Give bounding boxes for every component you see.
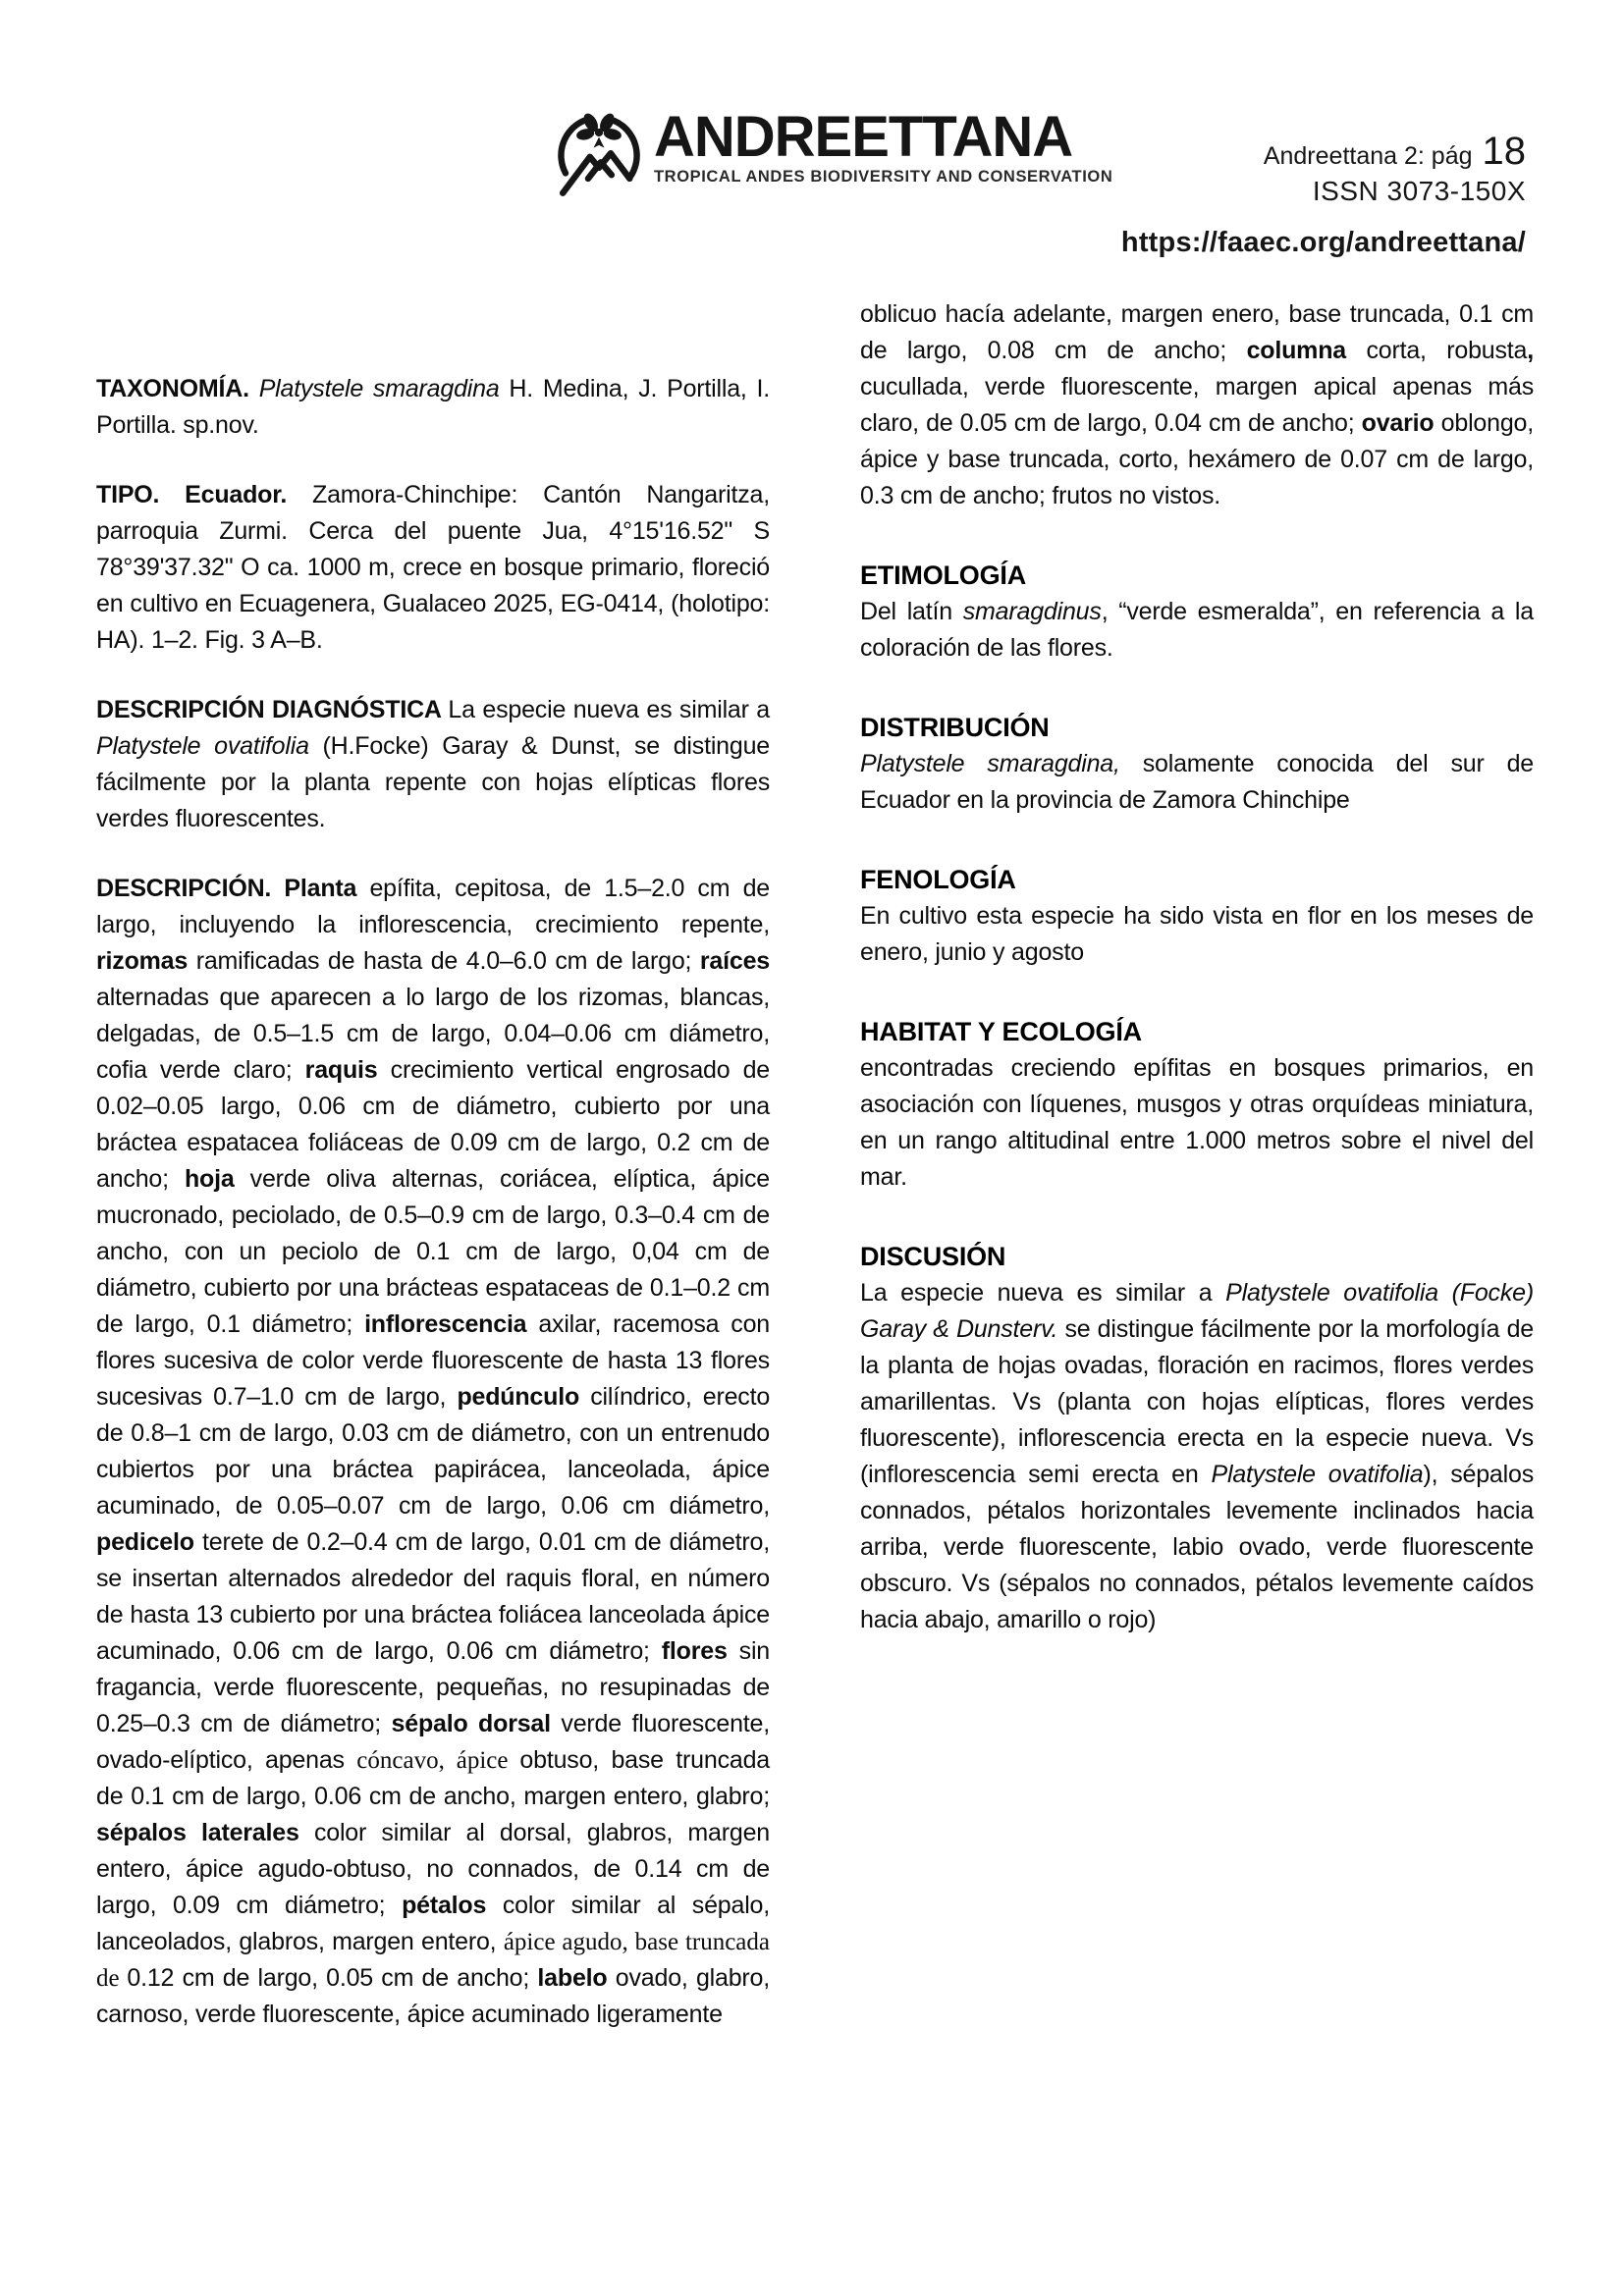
- distribucion-paragraph: Platystele smaragdina, solamente conocida del sur de Ecuador en la provincia de Zamora Chinchipe: [860, 750, 1534, 814]
- orchid-mountain-logo-icon: [554, 108, 644, 200]
- taxonomia-paragraph: TAXONOMÍA. Platystele smaragdina H. Medina, J. Portilla, I. Portilla. sp.nov.: [96, 375, 770, 439]
- fenologia-paragraph: En cultivo esta especie ha sido vista en flor en los meses de enero, junio y agosto: [860, 902, 1534, 966]
- page-number: 18: [1482, 130, 1526, 173]
- description-continuation-paragraph: oblicuo hacía adelante, margen enero, base truncada, 0.1 cm de largo, 0.08 cm de ancho; columna corta, robusta, cucullada, verde fluorescente, margen apical apenas más claro, de 0.05 cm de largo, 0.04 cm de ancho; ovario oblongo, ápice y base truncada, corto, hexámero de 0.07 cm de largo, 0.3 cm de ancho; frutos no vistos.: [860, 300, 1534, 509]
- discusion-heading: DISCUSIÓN: [860, 1242, 1006, 1271]
- journal-logo-text: [654, 105, 1113, 187]
- fenologia-heading: FENOLOGÍA: [860, 865, 1016, 894]
- issn-number: ISSN 3073-150X: [1312, 176, 1526, 206]
- issue-info: [1121, 130, 1526, 259]
- issue-page-line: [1121, 130, 1526, 174]
- left-column: [96, 371, 770, 2033]
- habitat-paragraph: encontradas creciendo epífitas en bosques primarios, en asociación con líquenes, musgos y otras orquídeas miniatura, en un rango altitudinal entre 1.000 metros sobre el nivel del mar.: [860, 1054, 1534, 1191]
- article-body: [0, 259, 1624, 2033]
- discusion-paragraph: La especie nueva es similar a Platystele ovatifolia (Focke) Garay & Dunsterv. se distingue fácilmente por la morfología de la planta de hojas ovadas, floración en racimos, flores verdes amarillentas. Vs (planta con hojas elípticas, flores verdes fluorescente), inflorescencia erecta en la especie nueva. Vs (inflorescencia semi erecta en Platystele ovatifolia), sépalos connados, pétalos horizontales levemente inclinados hacia arriba, verde fluorescente, labio ovado, verde fluorescente obscuro. Vs (sépalos no connados, pétalos levemente caídos hacia abajo, amarillo o rojo): [860, 1279, 1534, 1633]
- diagnosis-paragraph: DESCRIPCIÓN DIAGNÓSTICA La especie nueva es similar a Platystele ovatifolia (H.Focke) Garay & Dunst, se distingue fácilmente por la planta repente con hojas elípticas flores verdes fluorescentes.: [96, 696, 771, 832]
- journal-logo: [554, 105, 1113, 200]
- issue-label: Andreettana 2: pág: [1263, 142, 1473, 170]
- tipo-paragraph: TIPO. Ecuador. Zamora-Chinchipe: Cantón Nangaritza, parroquia Zurmi. Cerca del puente Jua, 4°15'16.52" S 78°39'37.32" O ca. 1000 m, crece en bosque primario, floreció en cultivo en Ecuagenera, Gualaceo 2025, EG-0414, (holotipo: HA). 1–2. Fig. 3 A–B.: [96, 481, 770, 654]
- description-paragraph: DESCRIPCIÓN. Planta epífita, cepitosa, de 1.5–2.0 cm de largo, incluyendo la inflorescencia, crecimiento repente, rizomas ramificadas de hasta de 4.0–6.0 cm de largo; raíces alternadas que aparecen a lo largo de los rizomas, blancas, delgadas, de 0.5–1.5 cm de largo, 0.04–0.06 cm diámetro, cofia verde claro; raquis crecimiento vertical engrosado de 0.02–0.05 largo, 0.06 cm de diámetro, cubierto por una bráctea espatacea foliáceas de 0.09 cm de largo, 0.2 cm de ancho; hoja verde oliva alternas, coriácea, elíptica, ápice mucronado, peciolado, de 0.5–0.9 cm de largo, 0.3–0.4 cm de ancho, con un peciolo de 0.1 cm de largo, 0,04 cm de diámetro, cubierto por una brácteas espataceas de 0.1–0.2 cm de largo, 0.1 diámetro; inflorescencia axilar, racemosa con flores sucesiva de color verde fluorescente de hasta 13 flores sucesivas 0.7–1.0 cm de largo, pedúnculo cilíndrico, erecto de 0.8–1 cm de largo, 0.03 cm de diámetro, con un entrenudo cubiertos por una bráctea papirácea, lanceolada, ápice acuminado, de 0.05–0.07 cm de largo, 0.06 cm diámetro, pedicelo terete de 0.2–0.4 cm de largo, 0.01 cm de diámetro, se insertan alternados alrededor del raquis floral, en número de hasta 13 cubierto por una bráctea foliácea lanceolada ápice acuminado, 0.06 cm de largo, 0.06 cm diámetro; flores sin fragancia, verde fluorescente, pequeñas, no resupinadas de 0.25–0.3 cm de diámetro; sépalo dorsal verde fluorescente, ovado-elíptico, apenas cóncavo, ápice obtuso, base truncada de 0.1 cm de largo, 0.06 cm de ancho, margen entero, glabro; sépalos laterales color similar al dorsal, glabros, margen entero, ápice agudo-obtuso, no connados, de 0.14 cm de largo, 0.09 cm diámetro; pétalos color similar al sépalo, lanceolados, glabros, margen entero, ápice agudo, base truncada de 0.12 cm de largo, 0.05 cm de ancho; labelo ovado, glabro, carnoso, verde fluorescente, ápice acuminado ligeramente: [96, 875, 771, 2028]
- journal-name: ANDREETTANA: [654, 105, 1073, 169]
- page-header: [0, 0, 1624, 259]
- right-column: [860, 296, 1534, 2033]
- etimologia-paragraph: Del latín smaragdinus, “verde esmeralda”, en referencia a la coloración de las flores.: [860, 598, 1534, 662]
- journal-tagline: TROPICAL ANDES BIODIVERSITY AND CONSERVATION: [654, 168, 1113, 186]
- habitat-heading: HABITAT Y ECOLOGÍA: [860, 1017, 1142, 1046]
- journal-url-link[interactable]: https://faaec.org/andreettana/: [1120, 227, 1526, 258]
- etimologia-heading: ETIMOLOGÍA: [860, 561, 1026, 590]
- distribucion-heading: DISTRIBUCIÓN: [860, 713, 1050, 742]
